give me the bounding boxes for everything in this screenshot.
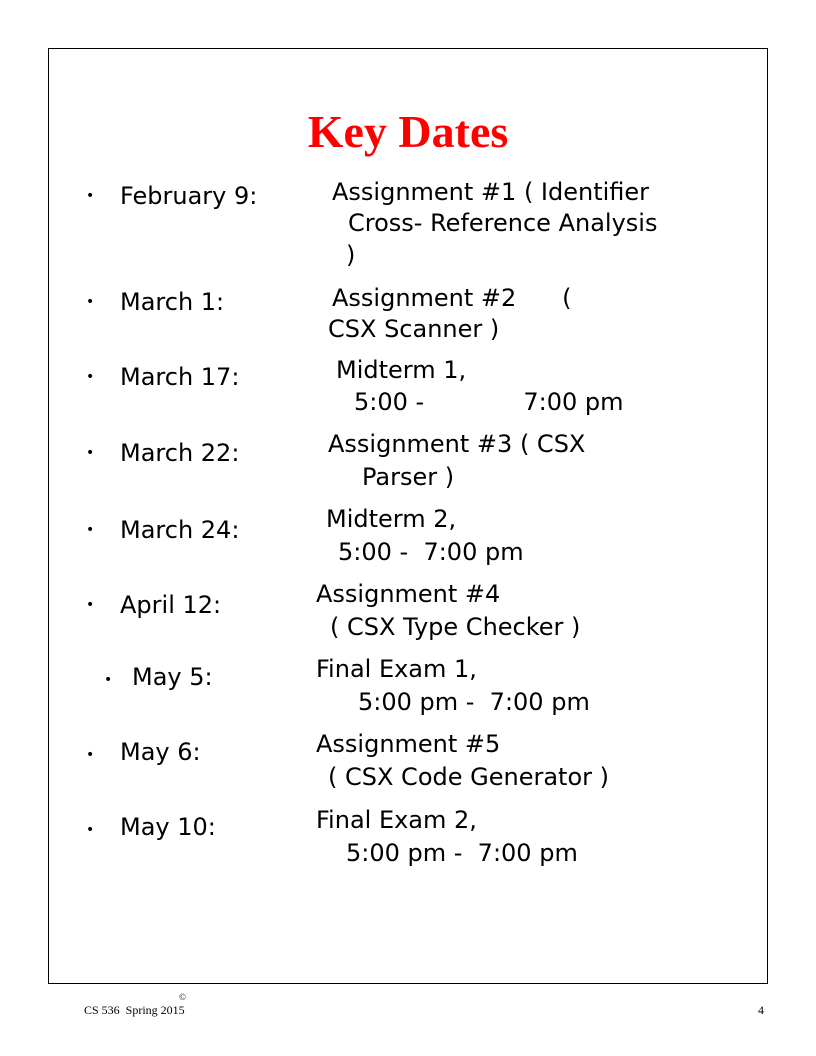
description-line: Midterm 2, <box>326 505 457 533</box>
description-line: Assignment #5 <box>316 730 501 758</box>
date-label: February 9: <box>120 182 258 210</box>
description-line: Assignment #2 ( <box>332 284 572 312</box>
bullet-icon: • <box>86 822 95 838</box>
date-label: March 17: <box>120 363 240 391</box>
bullet-icon: • <box>86 445 95 461</box>
description-line: Cross- Reference Analysis <box>348 209 658 237</box>
description-line: Parser ) <box>362 463 455 491</box>
slide-title: Key Dates <box>307 106 509 157</box>
date-label: March 24: <box>120 516 240 544</box>
description-line: Final Exam 2, <box>316 806 477 834</box>
date-label: May 6: <box>120 738 201 766</box>
bullet-icon: • <box>86 747 95 763</box>
description-line: 5:00 - 7:00 pm <box>354 388 624 416</box>
bullet-icon: • <box>104 672 113 688</box>
page-number: 4 <box>758 1003 764 1017</box>
date-label: March 22: <box>120 439 240 467</box>
bullet-icon: • <box>86 597 95 613</box>
description-line: Final Exam 1, <box>316 655 477 683</box>
description-line: Assignment #3 ( CSX <box>328 430 586 458</box>
description-line: 5:00 - 7:00 pm <box>338 538 524 566</box>
description-line: CSX Scanner ) <box>328 315 500 343</box>
bullet-icon: • <box>86 188 95 204</box>
description-line: Assignment #1 ( Identifier <box>332 178 650 206</box>
bullet-icon: • <box>86 522 95 538</box>
description-line: 5:00 pm - 7:00 pm <box>346 839 578 867</box>
copyright-icon: © <box>179 992 186 1002</box>
date-label: April 12: <box>120 591 222 619</box>
description-line: ( CSX Code Generator ) <box>328 763 609 791</box>
description-line: 5:00 pm - 7:00 pm <box>358 688 590 716</box>
description-line: Midterm 1, <box>336 356 467 384</box>
description-line: ) <box>346 241 356 269</box>
bullet-icon: • <box>86 294 95 310</box>
date-label: May 5: <box>132 663 213 691</box>
bullet-icon: • <box>86 369 95 385</box>
date-label: March 1: <box>120 288 225 316</box>
footer-course: CS 536 Spring 2015 <box>84 1003 185 1017</box>
description-line: Assignment #4 <box>316 580 501 608</box>
description-line: ( CSX Type Checker ) <box>330 613 581 641</box>
date-label: May 10: <box>120 813 216 841</box>
